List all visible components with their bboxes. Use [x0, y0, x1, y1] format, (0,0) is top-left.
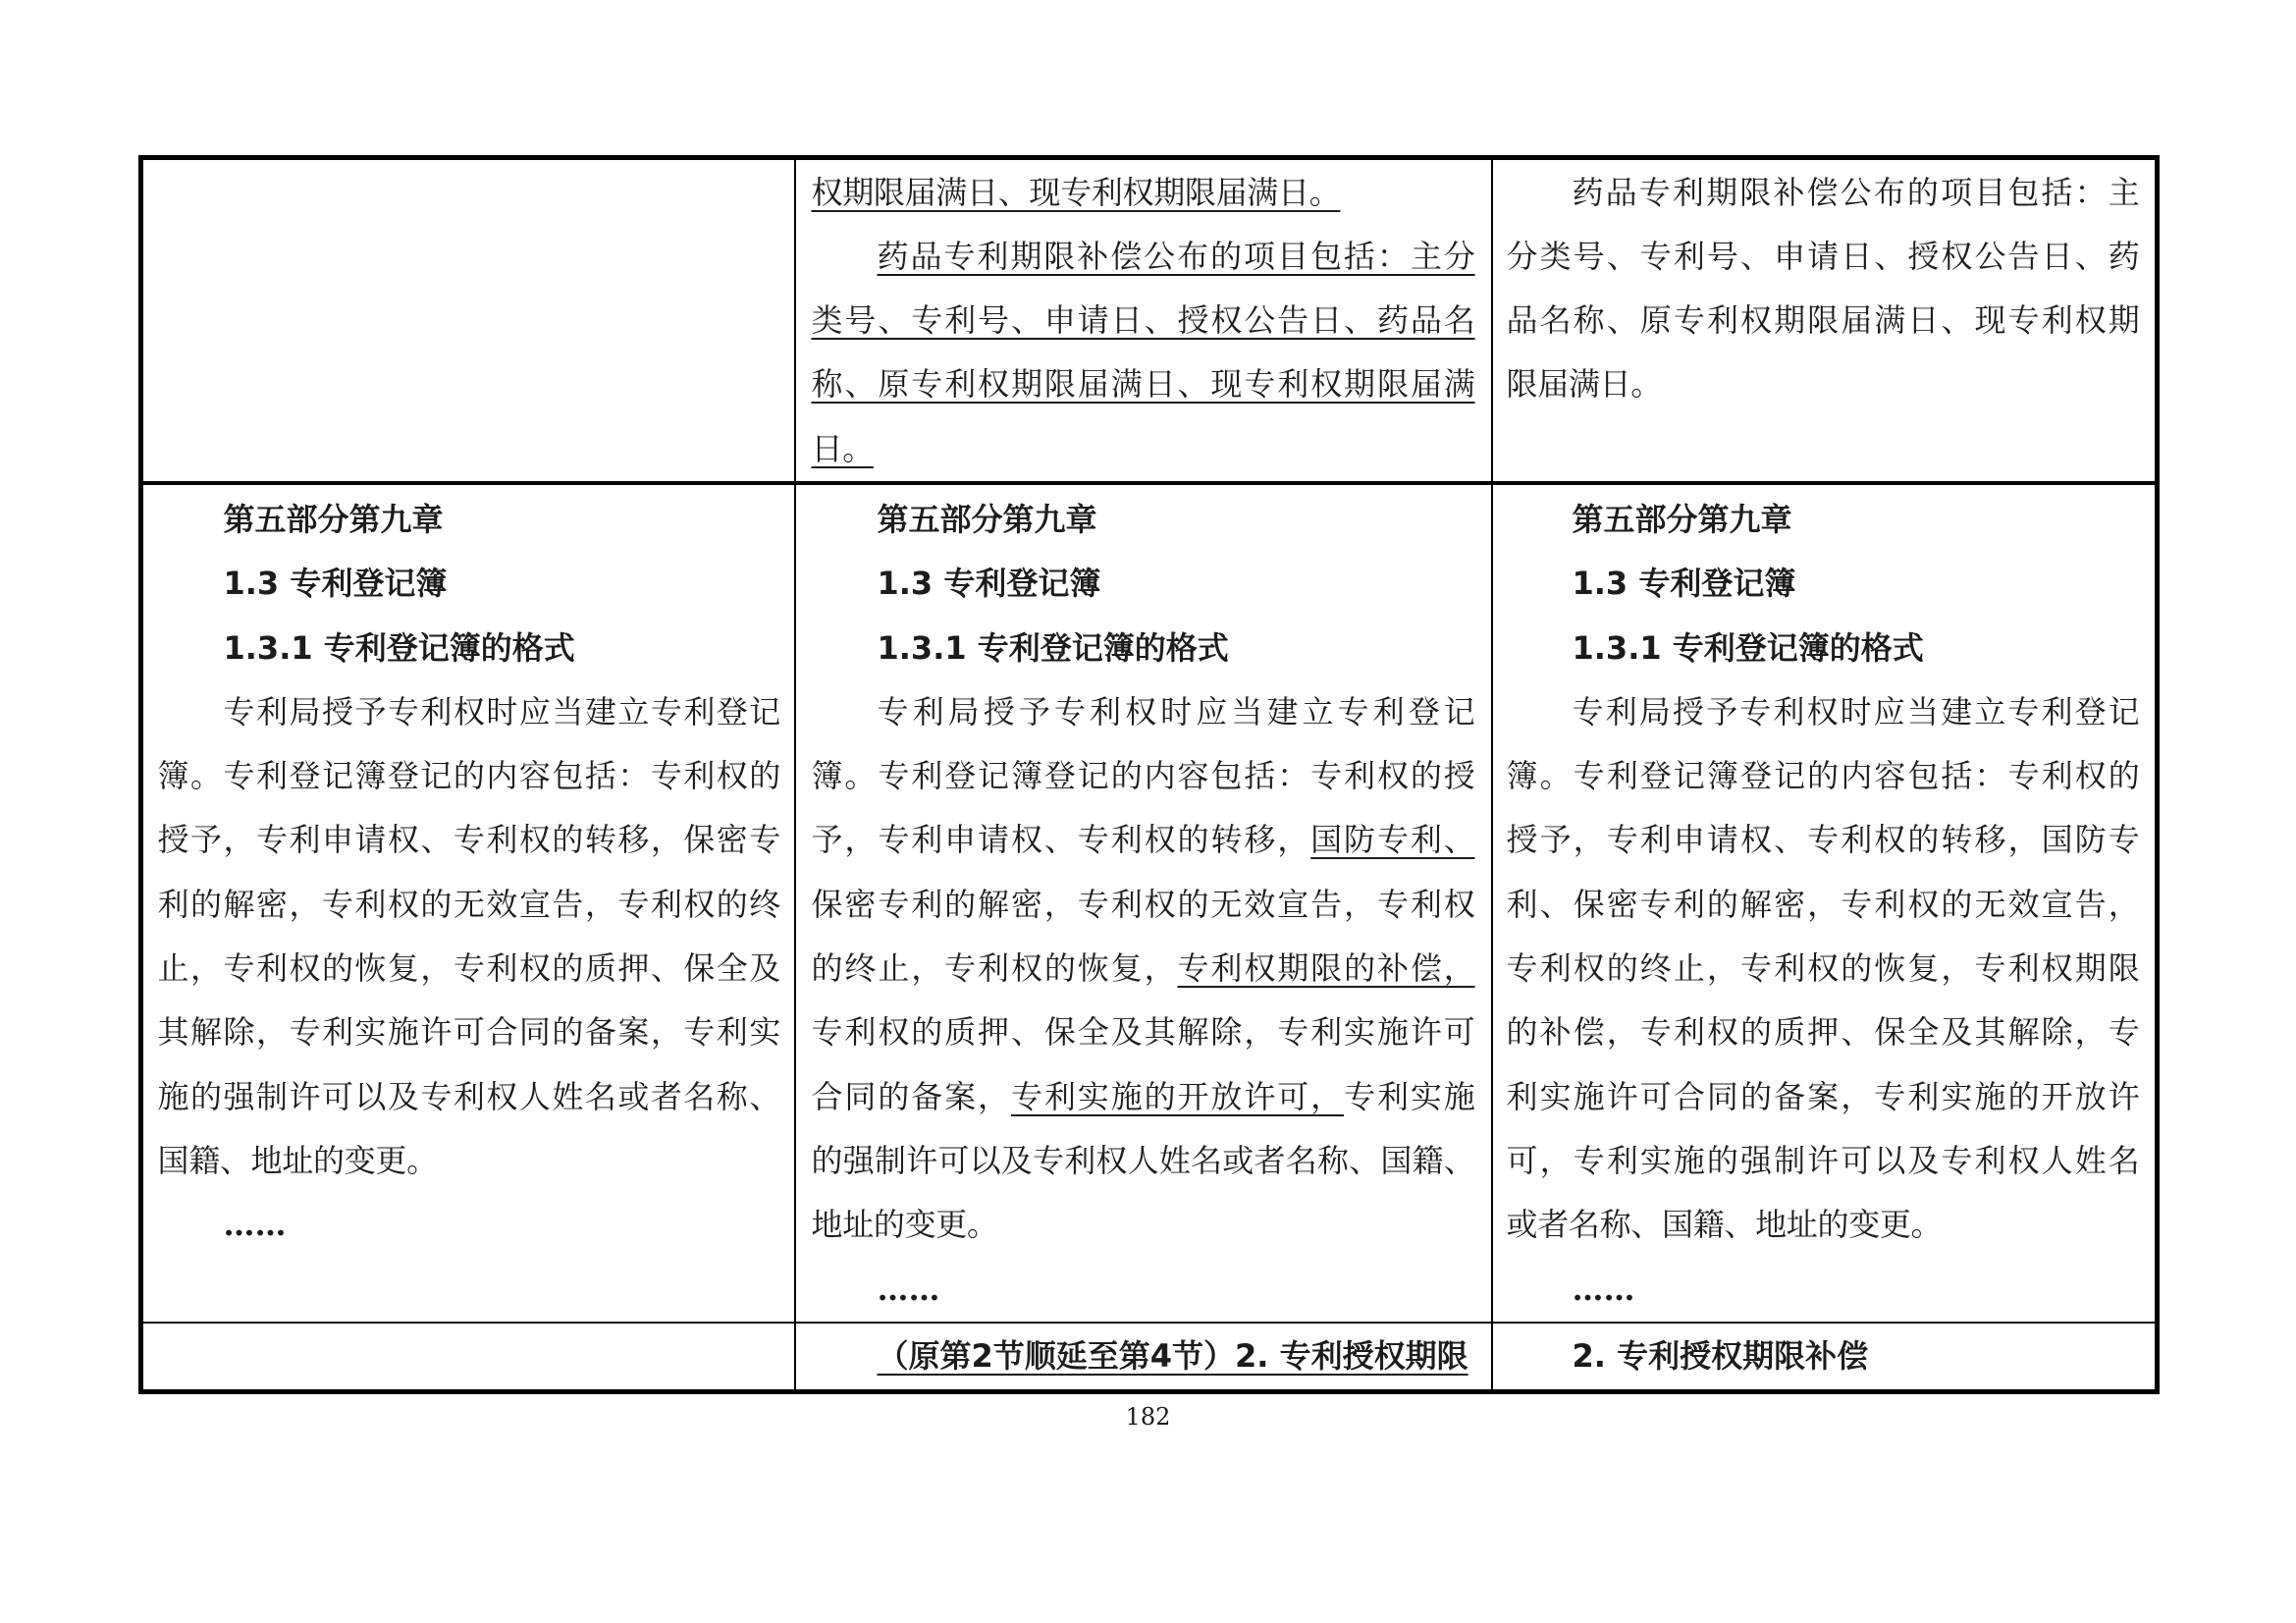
underlined-text: 药品专利期限补偿公布的项目包括：主分	[877, 237, 1475, 275]
text-segment: 专利权的终止，专利权的恢复，专利权期限	[1506, 949, 2140, 988]
text-line	[1507, 937, 2140, 1001]
text-line	[158, 808, 781, 872]
text-line	[812, 744, 1475, 808]
text-segment: 地址的变更。	[811, 1206, 998, 1244]
text-line	[1507, 225, 2140, 289]
text-segment: 簿。专利登记簿登记的内容包括：专利权的	[157, 757, 780, 795]
text-segment: 的终止，专利权的恢复，	[811, 949, 1178, 988]
text-line	[812, 289, 1475, 352]
text-segment: 利、保密专利的解密，专利权的无效宣告，	[1506, 885, 2140, 923]
text-line	[158, 1129, 781, 1193]
table-cell	[796, 160, 1493, 481]
text-line	[812, 1001, 1475, 1064]
text-line	[812, 161, 1475, 225]
text-line	[812, 352, 1475, 416]
text-segment: 药品专利期限补偿公布的项目包括：主	[1572, 173, 2140, 211]
text-line	[1507, 161, 2140, 225]
ellipsis-text: ……	[877, 1270, 940, 1308]
underlined-text: 国防专利、	[1310, 821, 1475, 859]
heading-text: 2. 专利授权期限补偿	[1572, 1337, 1869, 1375]
heading-text: 第五部分第九章	[223, 501, 444, 538]
text-line	[158, 1065, 781, 1129]
heading-text: 1.3 专利登记簿	[1572, 565, 1796, 603]
text-line	[158, 1001, 781, 1064]
text-line	[812, 225, 1475, 289]
ellipsis-text: ……	[223, 1206, 287, 1244]
underlined-text: 称、原专利权期限届满日、现专利权期限届满	[811, 365, 1475, 404]
text-segment: 专利局授予专利权时应当建立专利登记	[223, 692, 780, 730]
section-heading	[1507, 552, 2140, 616]
text-line	[1507, 808, 2140, 872]
text-line	[812, 1065, 1475, 1129]
section-heading	[812, 617, 1475, 680]
table-cell	[796, 485, 1493, 1322]
ellipsis-text: ……	[1572, 1270, 1635, 1308]
table-cell	[143, 1324, 796, 1389]
text-segment: 簿。专利登记簿登记的内容包括：专利权的	[1506, 757, 2140, 795]
text-line	[1507, 1065, 2140, 1129]
text-segment: 予，专利申请权、专利权的转移，	[811, 821, 1311, 859]
table-cell	[143, 485, 796, 1322]
text-segment: 利的解密，专利权的无效宣告，专利权的终	[157, 885, 780, 923]
underlined-text: 类号、专利号、申请日、授权公告日、药品名	[811, 301, 1475, 340]
text-segment: 专利局授予专利权时应当建立专利登记	[1572, 692, 2140, 730]
text-segment: 专利局授予专利权时应当建立专利登记	[877, 692, 1475, 730]
table-cell	[143, 160, 796, 481]
text-line	[1507, 1001, 2140, 1064]
text-segment: 授予，专利申请权、专利权的转移，国防专	[1506, 821, 2140, 859]
text-line	[812, 808, 1475, 872]
section-heading	[812, 488, 1475, 552]
comparison-table	[138, 155, 2160, 1394]
text-segment: 授予，专利申请权、专利权的转移，保密专	[157, 821, 780, 859]
text-line	[1507, 744, 2140, 808]
text-segment: 其解除，专利实施许可合同的备案，专利实	[157, 1013, 780, 1052]
text-line	[1507, 873, 2140, 937]
section-heading	[158, 617, 781, 680]
section-heading	[158, 488, 781, 552]
page-number: 182	[1125, 1403, 1171, 1431]
text-line	[158, 744, 781, 808]
text-line	[1507, 352, 2140, 416]
text-line	[1507, 1129, 2140, 1193]
text-line	[158, 873, 781, 937]
section-heading	[812, 552, 1475, 616]
section-heading	[1507, 1325, 2140, 1388]
table-row	[143, 485, 2155, 1324]
text-segment: 或者名称、国籍、地址的变更。	[1506, 1206, 1943, 1244]
heading-text: 1.3.1 专利登记簿的格式	[223, 628, 575, 667]
text-line	[812, 680, 1475, 744]
text-segment: 施的强制许可以及专利权人姓名或者名称、	[157, 1077, 780, 1115]
table-row	[143, 160, 2155, 485]
text-segment: 可，专利实施的强制许可以及专利权人姓名	[1506, 1141, 2140, 1179]
section-heading	[1507, 488, 2140, 552]
table-row	[143, 1324, 2155, 1389]
heading-text: 第五部分第九章	[877, 501, 1097, 538]
heading-text: 1.3.1 专利登记簿的格式	[1572, 628, 1924, 667]
text-line	[812, 1193, 1475, 1257]
text-segment: 品名称、原专利权期限届满日、现专利权期	[1506, 301, 2140, 340]
text-segment: 专利实施	[1344, 1077, 1475, 1115]
table-cell	[1493, 160, 2155, 481]
text-line	[812, 873, 1475, 937]
section-heading	[812, 1325, 1475, 1388]
text-line	[1507, 680, 2140, 744]
table-cell	[1493, 485, 2155, 1322]
text-line	[1507, 289, 2140, 352]
heading-text: 1.3.1 专利登记簿的格式	[877, 628, 1229, 667]
underlined-text: 专利权期限的补偿，	[1177, 949, 1475, 988]
text-segment: 簿。专利登记簿登记的内容包括：专利权的授	[811, 757, 1475, 795]
text-segment: 利实施许可合同的备案，专利实施的开放许	[1506, 1077, 2140, 1115]
text-segment: 的强制许可以及专利权人姓名或者名称、国籍、	[811, 1141, 1475, 1179]
underlined-text: 权期限届满日、现专利权期限届满日。	[811, 173, 1341, 211]
text-segment: 保密专利的解密，专利权的无效宣告，专利权	[811, 885, 1475, 923]
text-line	[1507, 1193, 2140, 1257]
table-cell	[1493, 1324, 2155, 1389]
text-segment: 分类号、专利号、申请日、授权公告日、药	[1506, 237, 2140, 275]
text-line	[812, 937, 1475, 1001]
section-heading	[158, 552, 781, 616]
text-segment: 的补偿，专利权的质押、保全及其解除，专	[1506, 1013, 2140, 1052]
section-heading	[1507, 617, 2140, 680]
text-segment: 国籍、地址的变更。	[157, 1141, 438, 1179]
table-cell	[796, 1324, 1493, 1389]
heading-text: 1.3 专利登记簿	[877, 565, 1101, 603]
text-line	[158, 937, 781, 1001]
text-segment: 限届满日。	[1506, 365, 1663, 404]
text-segment: 止，专利权的恢复，专利权的质押、保全及	[157, 949, 780, 988]
text-segment: 专利权的质押、保全及其解除，专利实施许可	[811, 1013, 1475, 1052]
text-line	[812, 1129, 1475, 1193]
text-line	[812, 417, 1475, 481]
heading-text: 第五部分第九章	[1572, 501, 1792, 538]
heading-text: 1.3 专利登记簿	[223, 565, 448, 603]
underlined-text: 专利实施的开放许可，	[1010, 1077, 1345, 1115]
text-line	[158, 680, 781, 744]
text-segment: 合同的备案，	[811, 1077, 1011, 1115]
heading-text: （原第2节顺延至第4节）2. 专利授权期限	[877, 1337, 1468, 1375]
underlined-text: 日。	[811, 429, 874, 467]
